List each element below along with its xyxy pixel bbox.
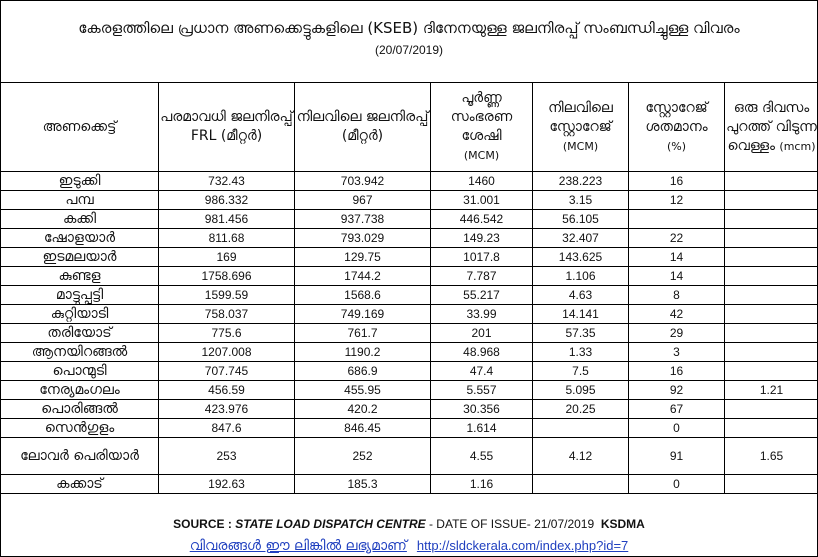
cell-level: 129.75 <box>295 248 431 267</box>
cell-percent: 91 <box>629 438 725 475</box>
cell-capacity: 30.356 <box>431 400 533 419</box>
cell-capacity: 4.55 <box>431 438 533 475</box>
cell-percent: 12 <box>629 191 725 210</box>
table-row <box>1 362 818 381</box>
cell-release <box>725 324 818 343</box>
cell-level: 793.029 <box>295 229 431 248</box>
cell-level: 967 <box>295 191 431 210</box>
cell-percent: 8 <box>629 286 725 305</box>
table-header-row <box>1 83 818 172</box>
table-row <box>1 172 818 191</box>
cell-name: നേര്യമംഗലം <box>1 381 159 400</box>
cell-capacity: 47.4 <box>431 362 533 381</box>
table-row <box>1 210 818 229</box>
cell-name: ഇടുക്കി <box>1 172 159 191</box>
cell-release: 1.65 <box>725 438 818 475</box>
cell-release <box>725 305 818 324</box>
cell-name: പമ്പ <box>1 191 159 210</box>
cell-capacity: 5.557 <box>431 381 533 400</box>
table-row <box>1 400 818 419</box>
cell-percent: 92 <box>629 381 725 400</box>
cell-frl: 811.68 <box>159 229 295 248</box>
cell-name: മാട്ടുപ്പട്ടി <box>1 286 159 305</box>
column-header-frl: പരമാവധി ജലനിരപ്പ് FRL (മീറ്റർ) <box>159 83 295 172</box>
cell-percent: 29 <box>629 324 725 343</box>
footer-info-text: വിവരങ്ങൾ ഈ ലിങ്കിൽ ലഭ്യമാണ് <box>189 538 407 554</box>
cell-storage: 143.625 <box>533 248 629 267</box>
cell-percent <box>629 210 725 229</box>
cell-frl: 192.63 <box>159 475 295 494</box>
cell-storage: 7.5 <box>533 362 629 381</box>
cell-frl: 456.59 <box>159 381 295 400</box>
column-header-full-capacity: പൂർണ്ണ സംഭരണ ശേഷി (MCM) <box>431 83 533 172</box>
column-header-dam: അണക്കെട്ട് <box>1 83 159 172</box>
source-line <box>0 516 818 532</box>
cell-capacity: 55.217 <box>431 286 533 305</box>
cell-frl: 775.6 <box>159 324 295 343</box>
cell-level: 1190.2 <box>295 343 431 362</box>
cell-storage: 238.223 <box>533 172 629 191</box>
cell-frl: 169 <box>159 248 295 267</box>
cell-percent: 22 <box>629 229 725 248</box>
table-row <box>1 305 818 324</box>
cell-percent: 14 <box>629 248 725 267</box>
cell-level: 252 <box>295 438 431 475</box>
table-row <box>1 343 818 362</box>
column-header-daily-release: ഒരു ദിവസം പുറത്ത് വിടുന്ന വെള്ളം (mcm) <box>725 83 818 172</box>
cell-release <box>725 400 818 419</box>
cell-name: കുണ്ടള <box>1 267 159 286</box>
cell-name: പൊരിങ്ങൽ <box>1 400 159 419</box>
table-row <box>1 419 818 438</box>
cell-storage: 20.25 <box>533 400 629 419</box>
cell-percent: 16 <box>629 362 725 381</box>
cell-storage: 32.407 <box>533 229 629 248</box>
column-header-storage-percent: സ്റ്റോറേജ് ശതമാനം (%) <box>629 83 725 172</box>
cell-frl: 707.745 <box>159 362 295 381</box>
cell-frl: 758.037 <box>159 305 295 324</box>
cell-storage: 4.63 <box>533 286 629 305</box>
cell-release <box>725 210 818 229</box>
cell-frl: 981.456 <box>159 210 295 229</box>
cell-name: കക്കാട് <box>1 475 159 494</box>
source-name: STATE LOAD DISPATCH CENTRE <box>235 517 426 531</box>
cell-capacity: 33.99 <box>431 305 533 324</box>
cell-level: 1744.2 <box>295 267 431 286</box>
cell-release <box>725 172 818 191</box>
table-row <box>1 381 818 400</box>
cell-frl: 1207.008 <box>159 343 295 362</box>
cell-level: 937.738 <box>295 210 431 229</box>
table-row <box>1 438 818 475</box>
cell-storage <box>533 419 629 438</box>
cell-name: ഷോളയാർ <box>1 229 159 248</box>
table-row <box>1 475 818 494</box>
cell-capacity: 1.16 <box>431 475 533 494</box>
cell-release <box>725 362 818 381</box>
column-header-current-storage: നിലവിലെ സ്റ്റോറേജ് (MCM) <box>533 83 629 172</box>
cell-capacity: 1460 <box>431 172 533 191</box>
cell-release: 1.21 <box>725 381 818 400</box>
cell-storage: 14.141 <box>533 305 629 324</box>
cell-percent: 0 <box>629 419 725 438</box>
cell-capacity: 31.001 <box>431 191 533 210</box>
table-row <box>1 267 818 286</box>
cell-name: തരിയോട് <box>1 324 159 343</box>
cell-capacity: 201 <box>431 324 533 343</box>
cell-level: 420.2 <box>295 400 431 419</box>
cell-frl: 423.976 <box>159 400 295 419</box>
cell-storage: 5.095 <box>533 381 629 400</box>
source-link[interactable]: http://sldckerala.com/index.php?id=7 <box>416 538 629 553</box>
cell-frl: 986.332 <box>159 191 295 210</box>
page-title: കേരളത്തിലെ പ്രധാന അണക്കെട്ടുകളിലെ (KSEB) ദിനേനയുള്ള ജലനിരപ്പ് സംബന്ധിച്ചുള്ള വിവരം <box>78 19 740 37</box>
cell-percent: 14 <box>629 267 725 286</box>
cell-level: 703.942 <box>295 172 431 191</box>
cell-capacity: 149.23 <box>431 229 533 248</box>
cell-level: 761.7 <box>295 324 431 343</box>
cell-percent: 0 <box>629 475 725 494</box>
cell-frl: 1758.696 <box>159 267 295 286</box>
source-org: KSDMA <box>600 517 645 531</box>
table-row <box>1 229 818 248</box>
cell-release <box>725 191 818 210</box>
cell-release <box>725 229 818 248</box>
cell-name: ലോവർ പെരിയാർ <box>1 438 159 475</box>
cell-release <box>725 248 818 267</box>
table-row <box>1 324 818 343</box>
cell-release <box>725 286 818 305</box>
report-date: (20/07/2019) <box>374 43 444 57</box>
cell-storage: 57.35 <box>533 324 629 343</box>
cell-capacity: 48.968 <box>431 343 533 362</box>
cell-level: 185.3 <box>295 475 431 494</box>
cell-frl: 847.6 <box>159 419 295 438</box>
cell-release <box>725 343 818 362</box>
cell-percent: 16 <box>629 172 725 191</box>
cell-storage: 56.105 <box>533 210 629 229</box>
cell-frl: 253 <box>159 438 295 475</box>
cell-storage: 3.15 <box>533 191 629 210</box>
cell-percent: 67 <box>629 400 725 419</box>
cell-capacity: 1.614 <box>431 419 533 438</box>
source-prefix: SOURCE : <box>173 517 236 531</box>
cell-percent: 42 <box>629 305 725 324</box>
cell-name: ആനയിറങ്ങൽ <box>1 343 159 362</box>
table-row <box>1 248 818 267</box>
cell-release <box>725 475 818 494</box>
cell-storage: 1.33 <box>533 343 629 362</box>
cell-level: 686.9 <box>295 362 431 381</box>
cell-frl: 732.43 <box>159 172 295 191</box>
dam-levels-table <box>0 82 818 494</box>
table-body <box>1 172 818 494</box>
cell-name: പൊന്മുടി <box>1 362 159 381</box>
cell-capacity: 1017.8 <box>431 248 533 267</box>
footer-link-line <box>0 535 818 554</box>
cell-frl: 1599.59 <box>159 286 295 305</box>
cell-name: കുറ്റിയാടി <box>1 305 159 324</box>
column-header-current-level: നിലവിലെ ജലനിരപ്പ് (മീറ്റർ) <box>295 83 431 172</box>
cell-release <box>725 267 818 286</box>
issue-date: - DATE OF ISSUE- 21/07/2019 <box>425 517 595 531</box>
cell-level: 455.95 <box>295 381 431 400</box>
cell-storage <box>533 475 629 494</box>
table-row <box>1 286 818 305</box>
cell-name: ഇടമലയാർ <box>1 248 159 267</box>
cell-storage: 4.12 <box>533 438 629 475</box>
cell-level: 1568.6 <box>295 286 431 305</box>
cell-name: കക്കി <box>1 210 159 229</box>
cell-storage: 1.106 <box>533 267 629 286</box>
cell-level: 846.45 <box>295 419 431 438</box>
cell-release <box>725 419 818 438</box>
cell-name: സെൻഗുളം <box>1 419 159 438</box>
table-row <box>1 191 818 210</box>
cell-level: 749.169 <box>295 305 431 324</box>
cell-capacity: 7.787 <box>431 267 533 286</box>
cell-percent: 3 <box>629 343 725 362</box>
cell-capacity: 446.542 <box>431 210 533 229</box>
